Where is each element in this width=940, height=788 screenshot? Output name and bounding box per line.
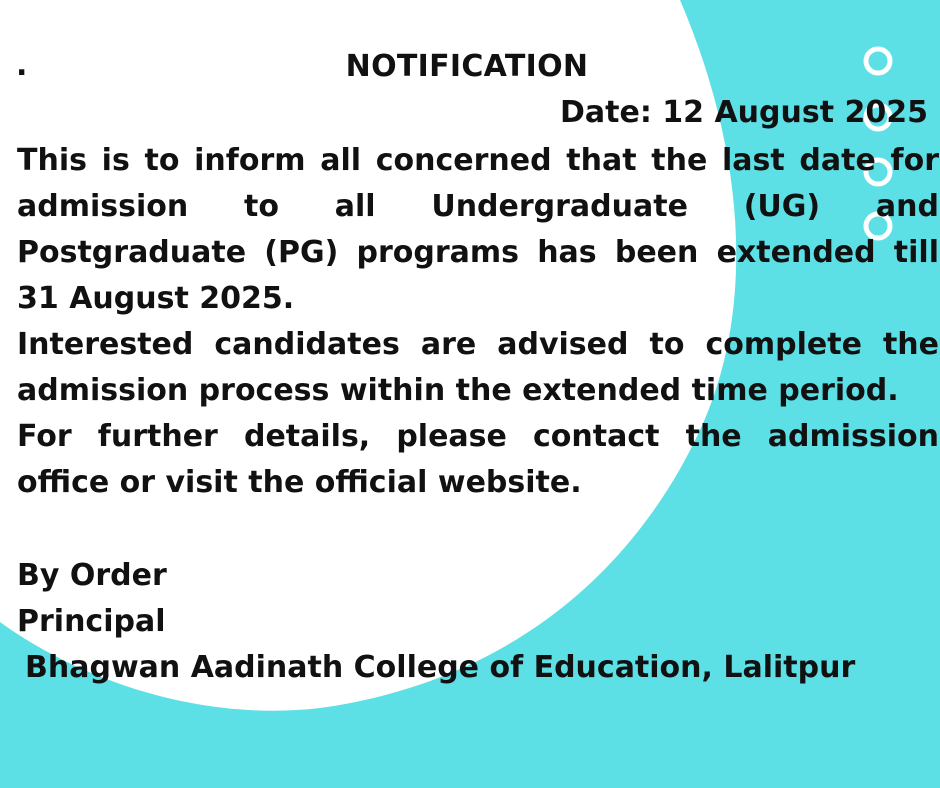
signature-college: Bhagwan Aadinath College of Education, Lalitpur [25, 650, 856, 685]
signature-by-order: By Order [17, 558, 167, 593]
notice-paragraph: This is to inform all concerned that the last date for admission to all Undergraduate (UG) and Postgraduate (PG) programs has been extended till 31 August 2025. [17, 143, 939, 316]
notice-paragraph: For further details, please contact the admission office or visit the official website. [17, 419, 939, 500]
notice-title: NOTIFICATION [345, 49, 589, 84]
notice-body [17, 138, 939, 506]
signature-block [17, 553, 855, 691]
signature-title: Principal [17, 604, 166, 639]
bullet-dot: . [16, 48, 28, 83]
notice-date: Date: 12 August 2025 [559, 95, 928, 130]
notice-paragraph: Interested candidates are advised to complete the admission process within the extended time period. [17, 327, 939, 408]
